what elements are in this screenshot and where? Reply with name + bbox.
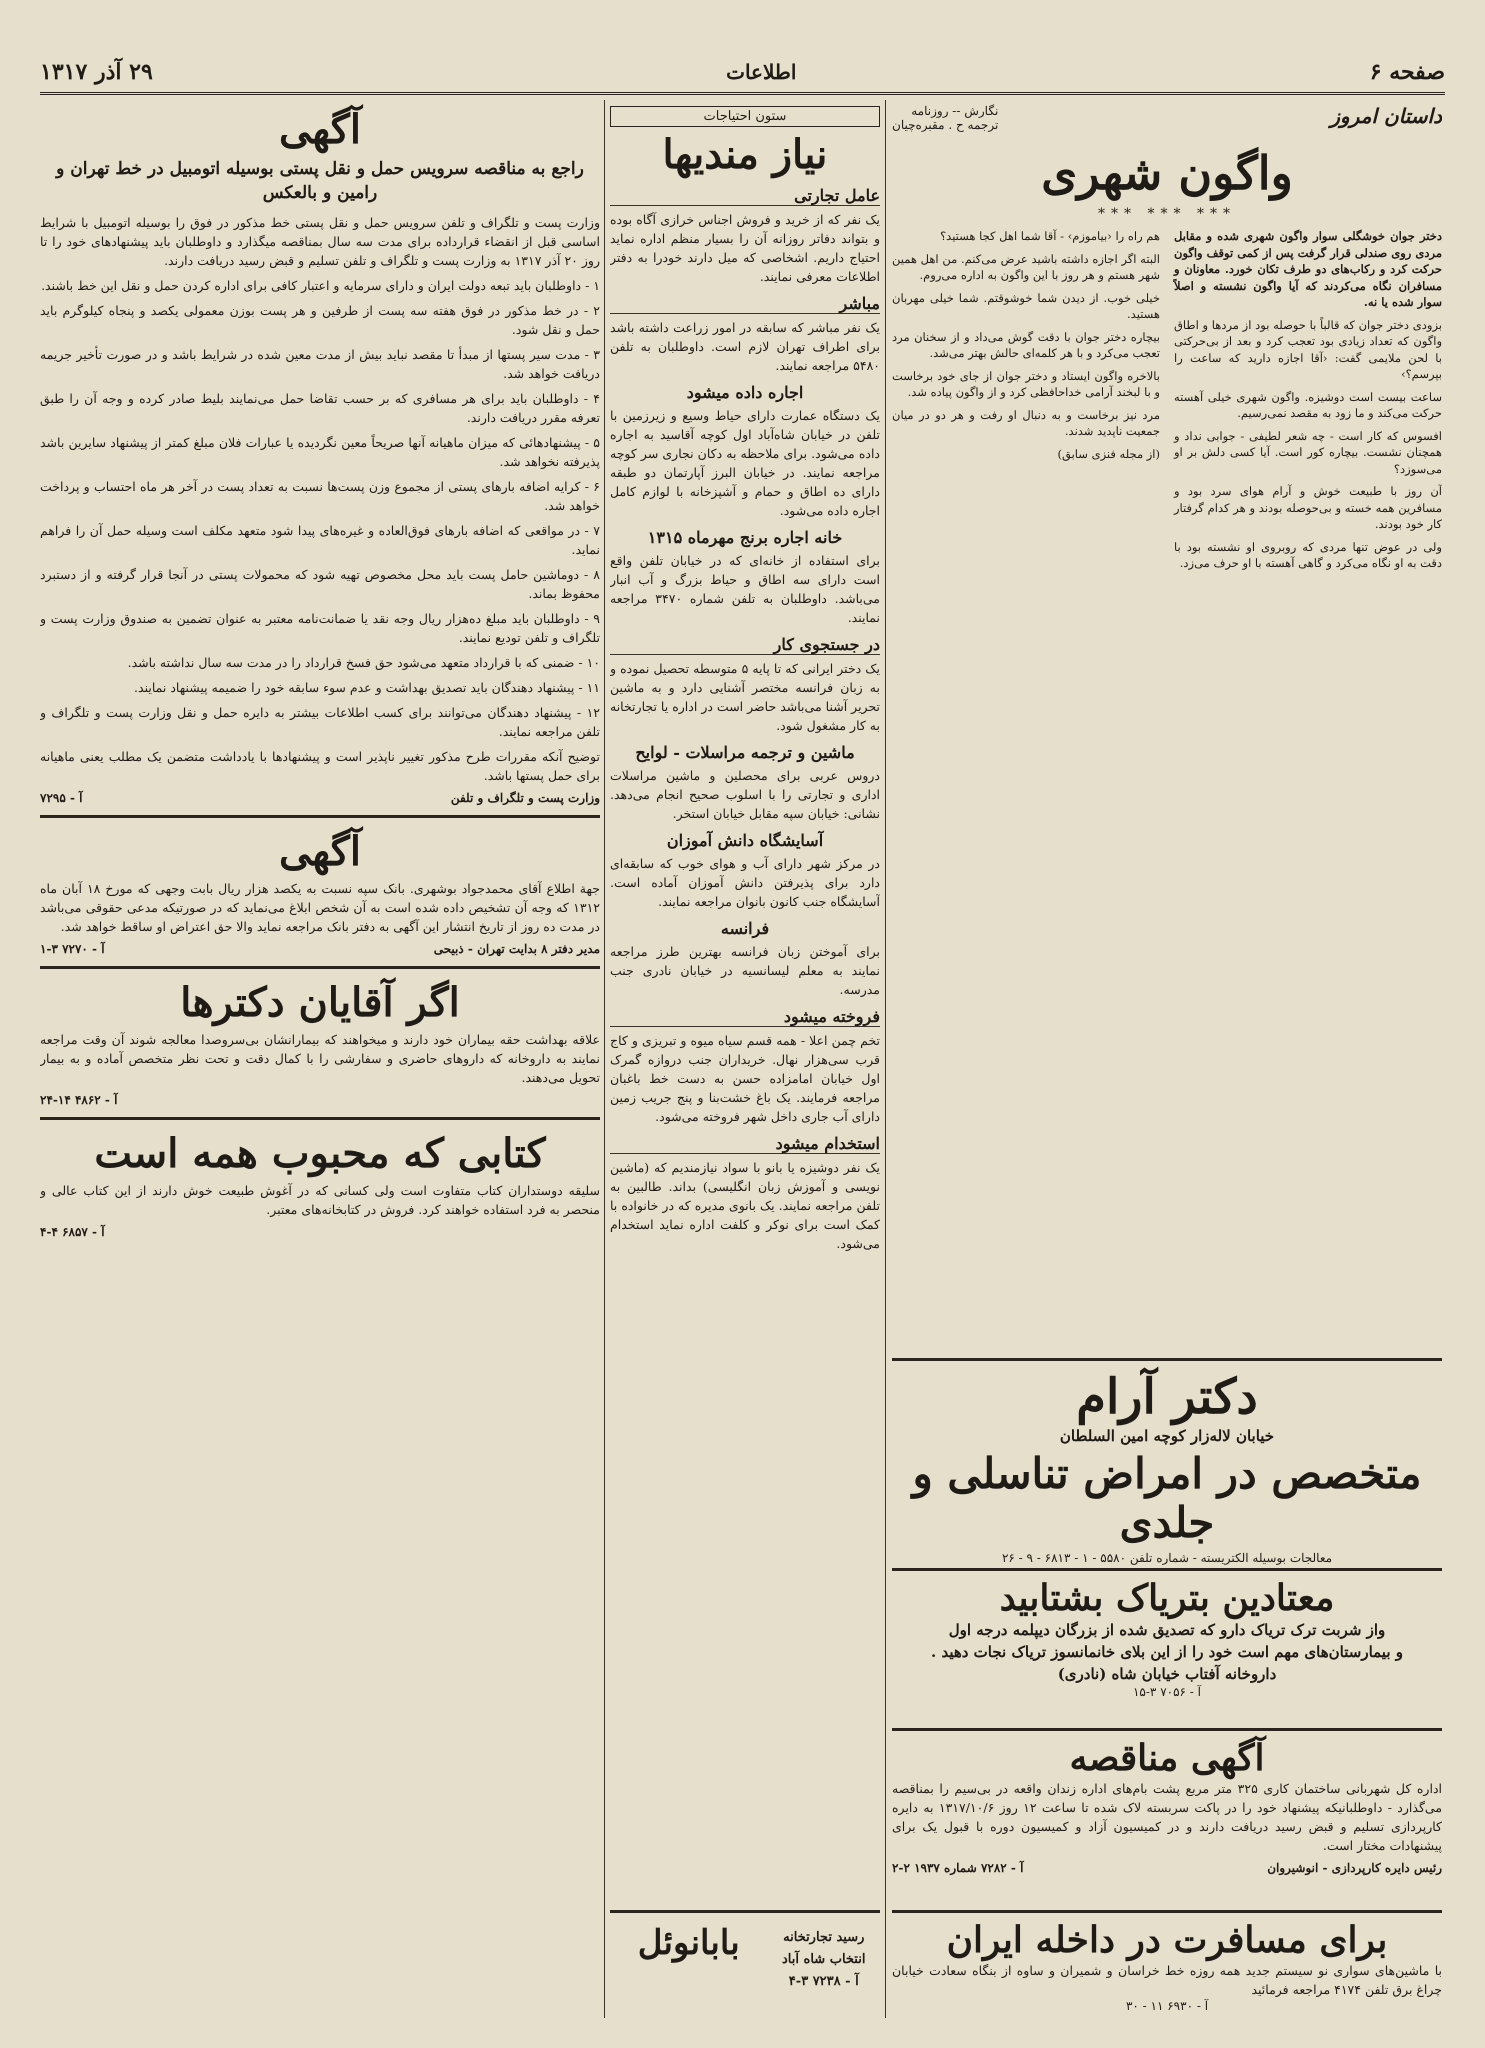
travel-ad bbox=[892, 1910, 1442, 2019]
divider bbox=[40, 815, 600, 818]
ad-reference: آ - ۷۰۵۶ ۳-۱۵ bbox=[1132, 1685, 1202, 1699]
opium-ad-line: واز شربت ترک تریاک دارو که تصدیق شده از بزرگان دیپلمه درجه اول bbox=[948, 1621, 1386, 1639]
trading-house-name: بابانوئل bbox=[637, 1923, 740, 1963]
tender-ad bbox=[892, 1728, 1442, 1881]
story-bylines bbox=[892, 104, 1442, 136]
divider bbox=[40, 1117, 600, 1120]
story-body bbox=[892, 228, 1442, 578]
tender-ad-signature: رئیس دایره کارپردازی - انوشیروان bbox=[1267, 1861, 1442, 1875]
ad-reference: آ - ۶۸۵۷ ۴-۴ bbox=[40, 1225, 105, 1239]
doctor-specialty: متخصص در امراض تناسلی و جلدی bbox=[912, 1449, 1422, 1547]
travel-ad-text: با ماشین‌های سواری نو سیستم جدید همه روزه خط خراسان و شمیران و ساوه از بنگاه سعادت خیابان چراغ برق تلفن ۴۱۷۴ مراجعه فرمائید bbox=[892, 1963, 1442, 1997]
tender-ad-text: اداره کل شهربانی ساختمان کاری ۳۲۵ متر مربع پشت بام‌های اداره زندان واقعه در بی‌سیم را بمناقصه می‌گذارد - داوطلبانیکه پیشنهاد خود را در پاکت سربسته لاک شده تا ساعت ۱۲ روز ۱۳۱۷/۱۰/۶ به دایره کارپردازی تسلیم و قبض رسید دریافت دارند و در کمیسیون آزاد و کمیسیون دوره با قبول یک برای پیشنهادات مختار است. bbox=[892, 1781, 1443, 1853]
story-paragraph: افسوس که کار است - چه شعر لطیفی - جوابی نداد و همچنان نشست. بیچاره کور است. آیا کسی دلش بر او می‌سوزد؟ bbox=[1174, 428, 1442, 476]
ad-reference: آ - ۷۲۳۸ ۳-۴ bbox=[788, 1974, 859, 1989]
story-paragraph: ولی در عوض تنها مردی که روبروی او نشسته بود با دقت به او نگاه می‌کرد و گاهی آهسته با او حرف می‌زد. bbox=[1174, 539, 1442, 570]
classified-text: تخم چمن اعلا - همه قسم سیاه میوه و تبریزی و کاج قرب سی‌هزار نهال. خریداران جنب دروازه گمرک اول خیابان امامزاده حسن به دست خط باغبان مراجعه فرمایند. یک باغ خشت‌بنا و پنج جریب زمین دارای آب جاری داخل شهر فروخته می‌شود. bbox=[610, 1033, 880, 1124]
ad-reference: آ - ۷۲۷۰ ۳-۱ bbox=[40, 942, 105, 956]
travel-ad-title: برای مسافرت در داخله ایران bbox=[946, 1919, 1388, 1961]
classified-text: یک نفر دوشیزه یا بانو با سواد نیازمندیم که (ماشین نویسی و آموزش زبان انگلیسی) بداند. طالبین به تلفن مراجعه نمایند. یک بانوی مدیره که در خانواده با کمک است برای نوکر و کلفت اداره نماید استخدام می‌شود. bbox=[610, 1160, 880, 1251]
doctors-ad-title: اگر آقایان دکترها bbox=[180, 979, 460, 1026]
trading-house-ad bbox=[610, 1910, 880, 2033]
notice-item: ۵ - پیشنهادهائی که میزان ماهیانه آنها صریحاً معین نگردیده یا عبارات فلان مبلغ کمتر از پیشنهاد سایرین باشد پذیرفته نخواهد شد. bbox=[40, 435, 600, 469]
notice-signature: وزارت پست و تلگراف و تلفن bbox=[450, 791, 600, 805]
story-paragraph: آن روز با طبیعت خوش و آرام هوای سرد بود و مسافرین همه خسته و بی‌حوصله بودند و هر کدام گرفتار کار خود بودند. bbox=[1174, 484, 1442, 531]
doctor-ad bbox=[892, 1358, 1442, 1571]
notice-item: ۱۰ - ضمنی که با قرارداد متعهد می‌شود حق فسخ قرارداد را در مدت سه سال نداشته باشد. bbox=[127, 655, 600, 670]
classifieds-column bbox=[610, 104, 880, 1994]
ad-reference: آ - ۷۲۹۵ bbox=[40, 791, 83, 805]
classified-category: آسایشگاه دانش آموزان bbox=[666, 831, 824, 850]
opium-ad-line: و بیمارستان‌های مهم است خود را از این بلای خانمانسوز تریاک نجات دهید . bbox=[931, 1643, 1403, 1661]
notice-title: آگهی bbox=[279, 106, 361, 153]
notice-title: آگهی bbox=[279, 828, 361, 875]
classified-category: استخدام میشود bbox=[610, 1134, 880, 1154]
column-rule bbox=[604, 100, 605, 2018]
story-col-b bbox=[892, 228, 1160, 578]
classified-text: یک نفر مباشر که سابقه در امور زراعت داشته باشد برای اطراف تهران لازم است. داوطلبان به تلفن ۵۴۸۰ مراجعه نمایند. bbox=[610, 320, 880, 373]
notice-item: ۱۲ - پیشنهاد دهندگان می‌توانند برای کسب اطلاعات بیشتر به دایره حمل و نقل وزارت پست و تلگراف و تلفن مراجعه نمایند. bbox=[40, 705, 600, 739]
notice-item: ۱۱ - پیشنهاد دهندگان باید تصدیق بهداشت و عدم سوء سابقه خود را ضمیمه پیشنهاد نمایند. bbox=[134, 680, 600, 695]
paper-name: اطلاعات bbox=[726, 60, 797, 84]
doctor-address: خیابان لاله‌زار کوچه امین السلطان bbox=[1059, 1427, 1275, 1445]
classified-text: یک نفر که از خرید و فروش اجناس خرازی آگاه بوده و بتواند دفاتر روزانه آن را بسیار منظم اداره نماید احتیاج داریم. اشخاصی که میل دارند خودرا به دفتر اطلاعات معرفی نمایند. bbox=[610, 212, 880, 284]
notice-signature: مدیر دفتر ۸ بدایت تهران - ذبیحی bbox=[433, 942, 600, 956]
notice-subtitle: راجع به مناقصه سرویس حمل و نقل پستی بوسیله اتومبیل در خط تهران و رامین و بالعکس bbox=[56, 159, 584, 203]
tender-ad-title: آگهی مناقصه bbox=[1069, 1737, 1265, 1779]
doctor-phone: معالجات بوسیله الکتریسته - شماره تلفن ۵۵۸۰ - ۱ - ۶۸۱۳ - ۹ - ۲۶ bbox=[1001, 1551, 1333, 1565]
story-byline: نگارش -- روزنامه bbox=[911, 104, 999, 118]
classified-category: فرانسه bbox=[720, 919, 770, 938]
story-paragraph: بالاخره واگون ایستاد و دختر جوان از جای خود برخاست و با لبخند آرامی خداحافظی کرد و از واگون پیاده شد. bbox=[892, 368, 1160, 399]
classified-category: مباشر bbox=[610, 294, 880, 314]
notice-item: ۸ - دوماشین حامل پست باید محل مخصوص تهیه شود که محمولات پستی در آنجا قرار گرفته و از دستبرد محفوظ بماند. bbox=[40, 567, 600, 601]
story-title: واگون شهری bbox=[1041, 146, 1293, 200]
classified-text: یک دختر ایرانی که تا پایه ۵ متوسطه تحصیل نموده و به زبان فرانسه مختصر آشنایی دارد و به ماشین تحریر آشنا می‌باشد حاضر است در اداره یا تجارتخانه به کار مشغول شود. bbox=[610, 661, 880, 733]
notices-column bbox=[40, 104, 600, 1994]
issue-date: ۲۹ آذر ۱۳۱۷ bbox=[40, 59, 153, 85]
story-kicker: داستان امروز bbox=[1330, 104, 1442, 128]
column-rule bbox=[885, 100, 886, 2018]
opium-ad-title: معتادین بتریاک بشتابید bbox=[999, 1577, 1335, 1619]
notice-item: ۷ - در مواقعی که اضافه بارهای فوق‌العاده و غیره‌های پیدا شود متعهد مکلف است وسیله حمل آن را فراهم نماید. bbox=[40, 523, 600, 557]
masthead bbox=[40, 52, 1445, 95]
story-paragraph: بیچاره دختر جوان با دقت گوش می‌داد و از سخنان مرد تعجب می‌کرد و با هر کلمه‌ای حالش بهتر می‌شد. bbox=[892, 329, 1160, 360]
notice-item: ۴ - داوطلبان باید برای هر مسافری که بر حسب تقاضا حمل می‌نمایند بلیط صادر کرده و وجه آن را طبق تعرفه مقرر دریافت دارند. bbox=[40, 391, 600, 425]
notice-closing: توضیح آنکه مقررات طرح مذکور تغییر ناپذیر است و پیشنهادها با یادداشت متضمن یک مطلب یعنی ماهیانه برای حمل پستها باشد. bbox=[40, 749, 600, 783]
ad-reference: آ - ۴۸۶۲ ۱۴-۲۴ bbox=[40, 1093, 118, 1107]
classified-category: عامل تجارتی bbox=[610, 186, 880, 206]
story-source: (از مجله فنزی سابق) bbox=[1057, 446, 1160, 461]
notice-item: ۹ - داوطلبان باید مبلغ ده‌هزار ریال وجه نقد یا ضمانت‌نامه معتبر به عنوان تضمین به صندوق وزارت پست و تلگراف و تلفن تودیع نمایند. bbox=[40, 611, 600, 645]
classified-category: در جستجوی کار bbox=[610, 635, 880, 655]
classified-text: در مرکز شهر دارای آب و هوای خوب که سابقه‌ای دارد برای پذیرفتن دانش آموزان آماده است. آسایشگاه جنب کانون بانوان مراجعه نمایند. bbox=[610, 856, 880, 909]
doctors-ad-text: علاقه بهداشت حقه بیماران خود دارند و میخواهند که بیمارانشان بی‌سروصدا معالجه شوند آن وقت مراجعه نمایند به داروخانه که داروهای حاضری و سفارشی را با کمال دقت و تحت نظر متخصص آماده و به بیمار تحویل می‌دهند. bbox=[40, 1032, 600, 1085]
notice-intro: وزارت پست و تلگراف و تلفن سرویس حمل و نقل پستی خط مذکور در فوق را بوسیله اتومبیل با شرایط اساسی قبل از انقضاء قرارداده برای مدت سه سال بمناقصه میگذارد و داوطلبان باید پیشنهادهای خود را تا روز ۲۰ آذر ۱۳۱۷ به وزارت پست و تلگراف و تلفن تسلیم و قبض رسید دریافت دارند. bbox=[40, 215, 600, 268]
story-paragraph: مرد نیز برخاست و به دنبال او رفت و هر دو در میان جمعیت ناپدید شدند. bbox=[892, 407, 1160, 438]
notice-text: جهة اطلاع آقای محمدجواد بوشهری. بانک سپه نسبت به یکصد هزار ریال بابت وجهی که مورخ ۱۸ آبان ماه ۱۳۱۲ که وجه آن تشخیص داده شده است به آن شخص ابلاغ می‌نماید که در صورتیکه مدعی حقوقی می‌باشد در مدت ده روز از تاریخ انتشار این آگهی به دفتر بانک مراجعه نماید والا حق اعتراض او ساقط خواهد شد. bbox=[40, 881, 600, 934]
notice-item: ۱ - داوطلبان باید تبعه دولت ایران و دارای سرمایه و اعتبار کافی برای اداره کردن حمل و نقل این خط باشند. bbox=[41, 278, 600, 293]
classified-text: برای استفاده از خانه‌ای که در خیابان تلفن واقع است دارای سه اطاق و حیاط بزرگ و آب انبار می‌باشد. داوطلبان به تلفن شماره ۳۴۷۰ مراجعه نمایند. bbox=[610, 553, 880, 625]
story-lead: دختر جوان خوشگلی سوار واگون شهری شده و مقابل مردی روی صندلی قرار گرفت پس از کمی توقف واگون حرکت کرد و رکاب‌های دو طرف تکان خورد. معاونان و مسافران نگاه می‌کردند که آیا واگون نشسته و اصلاً سوار شده یا نه. bbox=[1174, 229, 1442, 309]
classified-text: برای آموختن زبان فرانسه بهترین طرز مراجعه نمایند به معلم لیسانسیه در خیابان نادری جنب مدرسه. bbox=[610, 944, 880, 997]
divider bbox=[40, 966, 600, 969]
classified-category: فروخته میشود bbox=[610, 1007, 880, 1027]
story-paragraph: خیلی خوب. از دیدن شما خوشوقتم. شما خیلی مهربان هستید. bbox=[892, 290, 1160, 321]
story-paragraph: هم راه را ‹بیاموزم› - آقا شما اهل کجا هستید؟ bbox=[940, 229, 1160, 243]
story-paragraph: البته اگر اجازه داشته باشید عرض می‌کنم. من اهل همین شهر هستم و هر روز با این واگون به اداره می‌روم. bbox=[892, 251, 1160, 282]
classified-text: یک دستگاه عمارت دارای حیاط وسیع و زیرزمین با تلفن در خیابان شاه‌آباد اول کوچه آقاسید به اجاره داده می‌شود. برای ملاحظه به دکان نجاری سر کوچه مراجعه نمایند. در خیابان البرز آپارتمان دو طبقه دارای ده اطاق و حمام و آشپزخانه با لوازم کامل اجاره داده می‌شود. bbox=[610, 408, 880, 518]
book-ad-text: سلیقه دوستداران کتاب متفاوت است ولی کسانی که در آغوش طبیعت خوش دارند از این کتاب عالی و منحصر به فرد استفاده خواهند کرد. فروش در کتابخانه‌های معتبر. bbox=[40, 1183, 600, 1217]
trading-house-place: انتخاب شاه آباد bbox=[782, 1952, 866, 1967]
story-column bbox=[892, 104, 1442, 1354]
ornament: *** *** *** bbox=[1098, 206, 1236, 222]
notice-item: ۶ - کرایه اضافه بارهای پستی از مجموع وزن پست‌ها نسبت به تعداد پست در آخر هر ماه احتساب و پرداخت خواهد شد. bbox=[40, 479, 600, 513]
opium-ad-line: داروخانه آفتاب خیابان شاه (نادری) bbox=[1057, 1665, 1277, 1683]
story-paragraph: ساعت بیست است دوشیزه. واگون شهری خیلی آهسته حرکت می‌کند و ما زود به مقصد نمی‌رسیم. bbox=[1174, 389, 1442, 420]
classified-category: ماشین و ترجمه مراسلات - لوایح bbox=[635, 743, 855, 762]
book-ad-title: کتابی که محبوب همه است bbox=[94, 1130, 546, 1177]
classified-category: اجاره داده میشود bbox=[686, 383, 804, 402]
doctor-name: دکتر آرام bbox=[1076, 1369, 1258, 1425]
trading-house-label: رسید تجارتخانه bbox=[783, 1930, 865, 1945]
page-number: صفحه ۶ bbox=[1369, 59, 1445, 85]
opium-ad bbox=[892, 1568, 1442, 1705]
notice-item: ۳ - مدت سیر پستها از مبدأ تا مقصد نباید بیش از مدت معین شده در شرایط باشد و در صورت تأخیر جریمه دریافت خواهد شد. bbox=[40, 347, 600, 381]
classified-text: دروس عربی برای محصلین و ماشین مراسلات اداری و تجارتی را با اسلوب صحیح انجام می‌دهد. نشانی: خیابان سپه مقابل خیابان استخر. bbox=[610, 768, 880, 821]
ad-reference: آ - ۷۲۸۲ شماره ۱۹۳۷ ۲-۲ bbox=[892, 1861, 1024, 1875]
classifieds-title: نیاز مندیها bbox=[662, 131, 828, 178]
ad-reference: آ - ۶۹۳۰ ۱۱ - ۳۰ bbox=[1125, 1999, 1209, 2013]
notice-item: ۲ - در خط مذکور در فوق هفته سه پست از طرفین و هر پست بوزن معمولی یکصد و پنجاه کیلوگرم باید حمل و نقل شود. bbox=[40, 303, 600, 337]
classified-category: خانه اجاره برنج مهرماه ۱۳۱۵ bbox=[647, 528, 843, 547]
story-translator: ترجمه ح . مقبره‌چیان bbox=[892, 118, 999, 132]
story-col-a bbox=[1174, 228, 1442, 578]
section-heading: ستون احتیاجات bbox=[610, 106, 880, 127]
story-paragraph: بزودی دختر جوان که قالباً با حوصله بود از مردها و اطاق واگون که تعداد زیادی بود تعجب کرد و بعد از بی‌حرکتی با لحن ملایمی گفت: ‹آقا اجازه دارید که ساعت را بپرسم؟› bbox=[1174, 317, 1442, 381]
